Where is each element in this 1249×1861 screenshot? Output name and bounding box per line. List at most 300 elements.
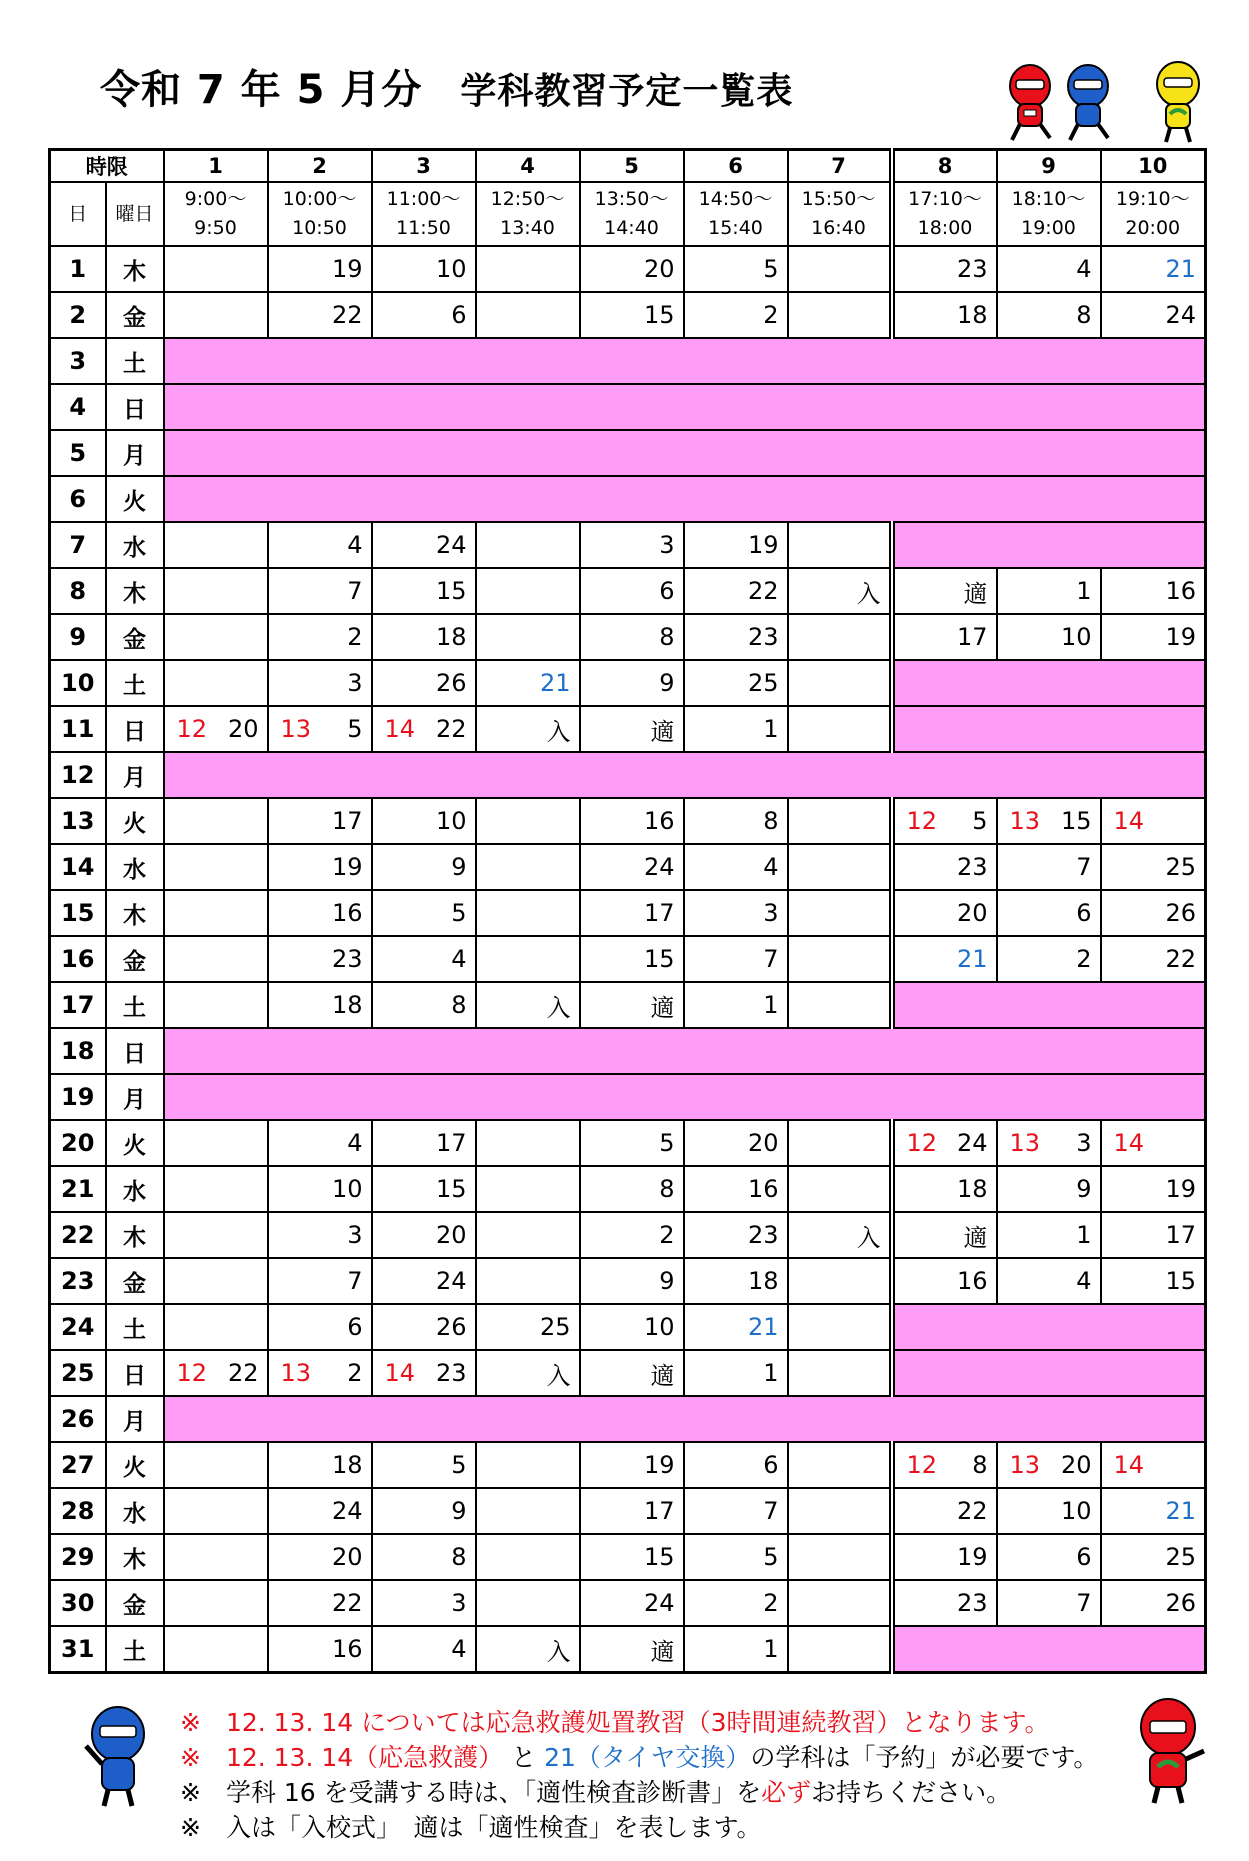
day-number: 6	[50, 476, 106, 522]
period-3: 3	[372, 150, 476, 183]
lesson-cell: 26	[1101, 890, 1206, 936]
first-aid-number: 13	[1009, 807, 1041, 835]
lesson-cell: 8	[372, 1534, 476, 1580]
weekday: 月	[106, 430, 164, 476]
lesson-cell	[788, 706, 892, 752]
lesson-cell	[164, 522, 268, 568]
first-aid-number: 13	[1009, 1451, 1041, 1479]
period-5: 5	[580, 150, 684, 183]
lesson-cell	[164, 1350, 268, 1396]
note-2-tire: 21（タイヤ交換）	[544, 1743, 751, 1772]
lesson-cell: 24	[1101, 292, 1206, 338]
lesson-cell	[164, 1212, 268, 1258]
day-number: 29	[50, 1534, 106, 1580]
time-end: 10:50	[292, 217, 347, 239]
weekday: 火	[106, 1120, 164, 1166]
table-row	[50, 1258, 1206, 1304]
day-number: 28	[50, 1488, 106, 1534]
first-aid-number: 14	[1113, 1451, 1145, 1479]
table-row	[50, 1396, 1206, 1442]
lesson-number: 22	[435, 715, 467, 743]
time-start: 13:50〜	[594, 188, 669, 210]
lesson-cell: 8	[684, 798, 788, 844]
day-number: 31	[50, 1626, 106, 1673]
lesson-cell	[164, 568, 268, 614]
lesson-cell	[164, 1120, 268, 1166]
lesson-cell: 1	[684, 1626, 788, 1673]
weekday-label: 曜日	[106, 182, 164, 246]
first-aid-number: 14	[384, 1359, 416, 1387]
mascot-yellow-cheering-icon	[1148, 56, 1210, 146]
time-end: 14:40	[604, 217, 659, 239]
day-number: 20	[50, 1120, 106, 1166]
weekday: 水	[106, 1166, 164, 1212]
lesson-cell	[788, 246, 892, 292]
lesson-cell: 20	[580, 246, 684, 292]
lesson-cell: 4	[268, 1120, 372, 1166]
lesson-cell	[997, 1442, 1101, 1488]
weekday: 水	[106, 1488, 164, 1534]
lesson-cell: 3	[268, 1212, 372, 1258]
weekday: 日	[106, 384, 164, 430]
table-row	[50, 890, 1206, 936]
lesson-cell: 6	[997, 890, 1101, 936]
lesson-cell: 8	[372, 982, 476, 1028]
lesson-cell: 18	[372, 614, 476, 660]
lesson-cell: 1	[997, 1212, 1101, 1258]
weekday: 火	[106, 1442, 164, 1488]
lesson-cell: 25	[476, 1304, 580, 1350]
day-number: 10	[50, 660, 106, 706]
lesson-cell: 10	[372, 246, 476, 292]
closed-day-cell	[164, 476, 1206, 522]
lesson-cell: 23	[892, 1580, 997, 1626]
lesson-cell: 17	[580, 890, 684, 936]
lesson-cell: 24	[580, 844, 684, 890]
lesson-cell: 16	[580, 798, 684, 844]
lesson-cell: 16	[1101, 568, 1206, 614]
lesson-cell	[476, 614, 580, 660]
lesson-cell: 7	[997, 844, 1101, 890]
weekday: 金	[106, 1580, 164, 1626]
weekday: 木	[106, 246, 164, 292]
table-row	[50, 1304, 1206, 1350]
lesson-number-blue: 21	[1165, 255, 1196, 283]
lesson-cell: 15	[372, 1166, 476, 1212]
lesson-cell	[684, 1304, 788, 1350]
lesson-cell: 24	[372, 1258, 476, 1304]
table-row	[50, 1626, 1206, 1673]
lesson-cell	[164, 798, 268, 844]
lesson-cell	[788, 982, 892, 1028]
time-slot-8	[892, 182, 997, 246]
note-line-1: ※ 12. 13. 14 については応急救護処置教習（3時間連続教習）となります。	[180, 1708, 1050, 1737]
period-10: 10	[1101, 150, 1206, 183]
period-label: 時限	[50, 150, 164, 183]
time-slot-3	[372, 182, 476, 246]
lesson-cell	[268, 706, 372, 752]
lesson-cell: 22	[684, 568, 788, 614]
lesson-cell: 19	[1101, 1166, 1206, 1212]
lesson-cell: 19	[892, 1534, 997, 1580]
lesson-cell: 5	[684, 1534, 788, 1580]
lesson-cell	[476, 660, 580, 706]
lesson-cell: 3	[268, 660, 372, 706]
day-number: 14	[50, 844, 106, 890]
day-number: 26	[50, 1396, 106, 1442]
lesson-number: 3	[1076, 1129, 1092, 1157]
lesson-cell	[164, 890, 268, 936]
lesson-cell	[476, 1442, 580, 1488]
day-number: 2	[50, 292, 106, 338]
lesson-cell	[476, 1580, 580, 1626]
schedule-table	[48, 148, 1207, 1674]
lesson-cell: 9	[997, 1166, 1101, 1212]
time-start: 14:50〜	[698, 188, 773, 210]
evening-closed-cell	[892, 706, 1206, 752]
day-number: 19	[50, 1074, 106, 1120]
lesson-cell: 8	[580, 614, 684, 660]
evening-closed-cell	[892, 1304, 1206, 1350]
lesson-number-blue: 21	[747, 1313, 779, 1341]
weekday: 火	[106, 476, 164, 522]
time-end: 19:00	[1021, 217, 1076, 239]
lesson-cell: 8	[997, 292, 1101, 338]
lesson-cell: 23	[892, 246, 997, 292]
lesson-cell	[476, 798, 580, 844]
lesson-cell	[372, 1350, 476, 1396]
lesson-cell	[164, 1442, 268, 1488]
evening-closed-cell	[892, 522, 1206, 568]
lesson-cell	[164, 936, 268, 982]
lesson-cell: 17	[892, 614, 997, 660]
table-row	[50, 844, 1206, 890]
lesson-cell	[476, 522, 580, 568]
lesson-number: 24	[956, 1129, 988, 1157]
evening-closed-cell	[892, 1350, 1206, 1396]
first-aid-number: 14	[1113, 807, 1145, 835]
lesson-cell: 25	[1101, 844, 1206, 890]
lesson-cell	[476, 1258, 580, 1304]
lesson-cell: 19	[268, 844, 372, 890]
table-row	[50, 752, 1206, 798]
lesson-cell	[476, 1120, 580, 1166]
lesson-number: 15	[1060, 807, 1092, 835]
lesson-cell: 7	[268, 568, 372, 614]
lesson-cell	[164, 292, 268, 338]
lesson-cell	[788, 798, 892, 844]
lesson-cell: 入	[788, 568, 892, 614]
lesson-cell	[372, 706, 476, 752]
lesson-number: 20	[227, 715, 259, 743]
weekday: 木	[106, 1212, 164, 1258]
day-number: 17	[50, 982, 106, 1028]
lesson-cell: 22	[892, 1488, 997, 1534]
lesson-cell	[788, 1350, 892, 1396]
lesson-cell	[788, 1120, 892, 1166]
table-row	[50, 522, 1206, 568]
day-number: 12	[50, 752, 106, 798]
lesson-cell: 2	[997, 936, 1101, 982]
closed-day-cell	[164, 1074, 1206, 1120]
lesson-cell	[788, 1534, 892, 1580]
lesson-cell: 24	[580, 1580, 684, 1626]
table-row	[50, 1580, 1206, 1626]
lesson-cell: 17	[268, 798, 372, 844]
table-row	[50, 430, 1206, 476]
table-row	[50, 1074, 1206, 1120]
lesson-cell: 入	[476, 1626, 580, 1673]
time-slot-2	[268, 182, 372, 246]
first-aid-number: 12	[176, 1359, 208, 1387]
lesson-cell: 23	[684, 614, 788, 660]
weekday: 金	[106, 614, 164, 660]
day-number: 22	[50, 1212, 106, 1258]
lesson-cell: 5	[372, 890, 476, 936]
lesson-cell: 入	[788, 1212, 892, 1258]
time-start: 17:10〜	[908, 188, 982, 210]
lesson-cell: 20	[268, 1534, 372, 1580]
lesson-cell	[476, 1166, 580, 1212]
lesson-cell	[788, 1488, 892, 1534]
evening-closed-cell	[892, 1626, 1206, 1673]
lesson-cell: 10	[268, 1166, 372, 1212]
time-start: 9:00〜	[184, 188, 247, 210]
day-number: 1	[50, 246, 106, 292]
weekday: 水	[106, 522, 164, 568]
note-2-and: と	[503, 1743, 545, 1772]
table-row	[50, 568, 1206, 614]
first-aid-number: 13	[1009, 1129, 1041, 1157]
period-7: 7	[788, 150, 892, 183]
weekday: 水	[106, 844, 164, 890]
lesson-cell	[164, 1166, 268, 1212]
day-number: 23	[50, 1258, 106, 1304]
lesson-cell: 10	[997, 614, 1101, 660]
closed-day-cell	[164, 430, 1206, 476]
lesson-cell	[788, 292, 892, 338]
title-sub: 学科教習予定一覧表	[460, 71, 794, 112]
note-line-3	[180, 1775, 1140, 1810]
lesson-cell	[164, 1580, 268, 1626]
mascot-blue-waving-icon	[80, 1700, 158, 1810]
table-row	[50, 1442, 1206, 1488]
lesson-cell: 25	[1101, 1534, 1206, 1580]
note-3-a: ※ 学科 16 を受講する時は、「適性検査診断書」を	[180, 1778, 762, 1807]
lesson-cell	[476, 292, 580, 338]
table-row	[50, 706, 1206, 752]
weekday: 月	[106, 1074, 164, 1120]
day-number: 25	[50, 1350, 106, 1396]
lesson-cell	[268, 1350, 372, 1396]
note-3-must: 必ず	[761, 1778, 812, 1807]
lesson-cell: 18	[268, 982, 372, 1028]
lesson-cell: 入	[476, 982, 580, 1028]
time-end: 11:50	[396, 217, 451, 239]
lesson-cell: 19	[684, 522, 788, 568]
table-row	[50, 660, 1206, 706]
day-number: 9	[50, 614, 106, 660]
closed-day-cell	[164, 752, 1206, 798]
time-start: 10:00〜	[282, 188, 357, 210]
table-row	[50, 292, 1206, 338]
time-slot-10	[1101, 182, 1206, 246]
lesson-cell: 20	[372, 1212, 476, 1258]
day-number: 4	[50, 384, 106, 430]
lesson-cell	[1101, 1120, 1206, 1166]
time-slot-4	[476, 182, 580, 246]
first-aid-number: 12	[906, 1451, 938, 1479]
lesson-cell	[164, 1534, 268, 1580]
lesson-cell: 4	[268, 522, 372, 568]
lesson-number: 23	[435, 1359, 467, 1387]
first-aid-number: 13	[280, 715, 312, 743]
lesson-cell: 5	[372, 1442, 476, 1488]
time-slot-1	[164, 182, 268, 246]
day-number: 15	[50, 890, 106, 936]
lesson-cell: 18	[268, 1442, 372, 1488]
table-row	[50, 798, 1206, 844]
lesson-cell: 入	[476, 706, 580, 752]
day-number: 21	[50, 1166, 106, 1212]
time-start: 19:10〜	[1115, 188, 1190, 210]
lesson-cell: 6	[580, 568, 684, 614]
first-aid-number: 12	[176, 715, 208, 743]
weekday: 土	[106, 982, 164, 1028]
lesson-cell: 15	[580, 1534, 684, 1580]
lesson-cell	[1101, 1442, 1206, 1488]
period-9: 9	[997, 150, 1101, 183]
lesson-cell: 6	[372, 292, 476, 338]
lesson-cell: 2	[684, 292, 788, 338]
time-start: 18:10〜	[1011, 188, 1086, 210]
lesson-cell	[788, 890, 892, 936]
table-row	[50, 1028, 1206, 1074]
day-label: 日	[50, 182, 106, 246]
weekday: 木	[106, 1534, 164, 1580]
time-slot-9	[997, 182, 1101, 246]
lesson-cell	[164, 1304, 268, 1350]
lesson-cell	[892, 798, 997, 844]
lesson-cell: 24	[268, 1488, 372, 1534]
lesson-cell	[164, 1488, 268, 1534]
lesson-cell	[788, 522, 892, 568]
lesson-cell	[164, 706, 268, 752]
lesson-cell: 適	[580, 982, 684, 1028]
lesson-cell: 26	[1101, 1580, 1206, 1626]
day-number: 8	[50, 568, 106, 614]
lesson-cell: 16	[892, 1258, 997, 1304]
lesson-cell: 16	[268, 1626, 372, 1673]
closed-day-cell	[164, 338, 1206, 384]
lesson-cell	[476, 844, 580, 890]
weekday: 木	[106, 890, 164, 936]
table-row	[50, 982, 1206, 1028]
lesson-cell: 4	[684, 844, 788, 890]
lesson-cell: 23	[892, 844, 997, 890]
note-2-rest: の学科は「予約」が必要です。	[750, 1743, 1099, 1772]
table-row	[50, 614, 1206, 660]
day-number: 3	[50, 338, 106, 384]
closed-day-cell	[164, 1028, 1206, 1074]
time-end: 18:00	[917, 217, 973, 239]
page-title	[100, 58, 793, 115]
lesson-cell: 6	[997, 1534, 1101, 1580]
weekday: 土	[106, 338, 164, 384]
lesson-cell	[997, 1120, 1101, 1166]
lesson-number: 2	[347, 1359, 363, 1387]
lesson-cell	[892, 1120, 997, 1166]
period-6: 6	[684, 150, 788, 183]
lesson-cell: 2	[684, 1580, 788, 1626]
time-start: 12:50〜	[490, 188, 565, 210]
weekday: 日	[106, 706, 164, 752]
lesson-cell	[1101, 798, 1206, 844]
lesson-cell: 7	[684, 1488, 788, 1534]
lesson-cell: 19	[268, 246, 372, 292]
lesson-cell: 25	[684, 660, 788, 706]
lesson-cell: 9	[580, 660, 684, 706]
lesson-cell: 1	[684, 706, 788, 752]
weekday: 土	[106, 660, 164, 706]
lesson-cell	[788, 614, 892, 660]
lesson-number: 20	[1060, 1451, 1092, 1479]
first-aid-number: 14	[384, 715, 416, 743]
lesson-cell: 9	[372, 844, 476, 890]
time-slot-5	[580, 182, 684, 246]
lesson-cell: 4	[372, 936, 476, 982]
lesson-number-blue: 21	[1165, 1497, 1196, 1525]
day-number: 7	[50, 522, 106, 568]
lesson-cell: 8	[580, 1166, 684, 1212]
lesson-cell: 5	[684, 246, 788, 292]
closed-day-cell	[164, 1396, 1206, 1442]
period-4: 4	[476, 150, 580, 183]
lesson-cell	[1101, 246, 1206, 292]
lesson-cell: 4	[372, 1626, 476, 1673]
lesson-cell: 22	[1101, 936, 1206, 982]
table-row	[50, 1166, 1206, 1212]
weekday: 木	[106, 568, 164, 614]
table-row	[50, 246, 1206, 292]
lesson-cell	[788, 1626, 892, 1673]
first-aid-number: 14	[1113, 1129, 1145, 1157]
lesson-cell: 1	[997, 568, 1101, 614]
lesson-cell: 3	[372, 1580, 476, 1626]
lesson-cell: 3	[684, 890, 788, 936]
weekday: 日	[106, 1350, 164, 1396]
first-aid-number: 12	[906, 807, 938, 835]
weekday: 金	[106, 936, 164, 982]
lesson-cell: 1	[684, 1350, 788, 1396]
evening-closed-cell	[892, 982, 1206, 1028]
mascot-blue-running-icon	[1058, 62, 1120, 144]
period-8: 8	[892, 150, 997, 183]
note-line-2	[180, 1740, 1140, 1775]
mascot-red-running-icon	[1000, 62, 1062, 144]
lesson-cell: 適	[892, 1212, 997, 1258]
lesson-number: 22	[227, 1359, 259, 1387]
weekday: 金	[106, 292, 164, 338]
day-number: 30	[50, 1580, 106, 1626]
lesson-cell: 20	[892, 890, 997, 936]
lesson-cell	[476, 936, 580, 982]
lesson-cell	[788, 1258, 892, 1304]
note-2-first-aid: ※ 12. 13. 14（応急救護）	[180, 1743, 504, 1772]
lesson-cell	[788, 936, 892, 982]
lesson-cell: 17	[1101, 1212, 1206, 1258]
table-row	[50, 1488, 1206, 1534]
